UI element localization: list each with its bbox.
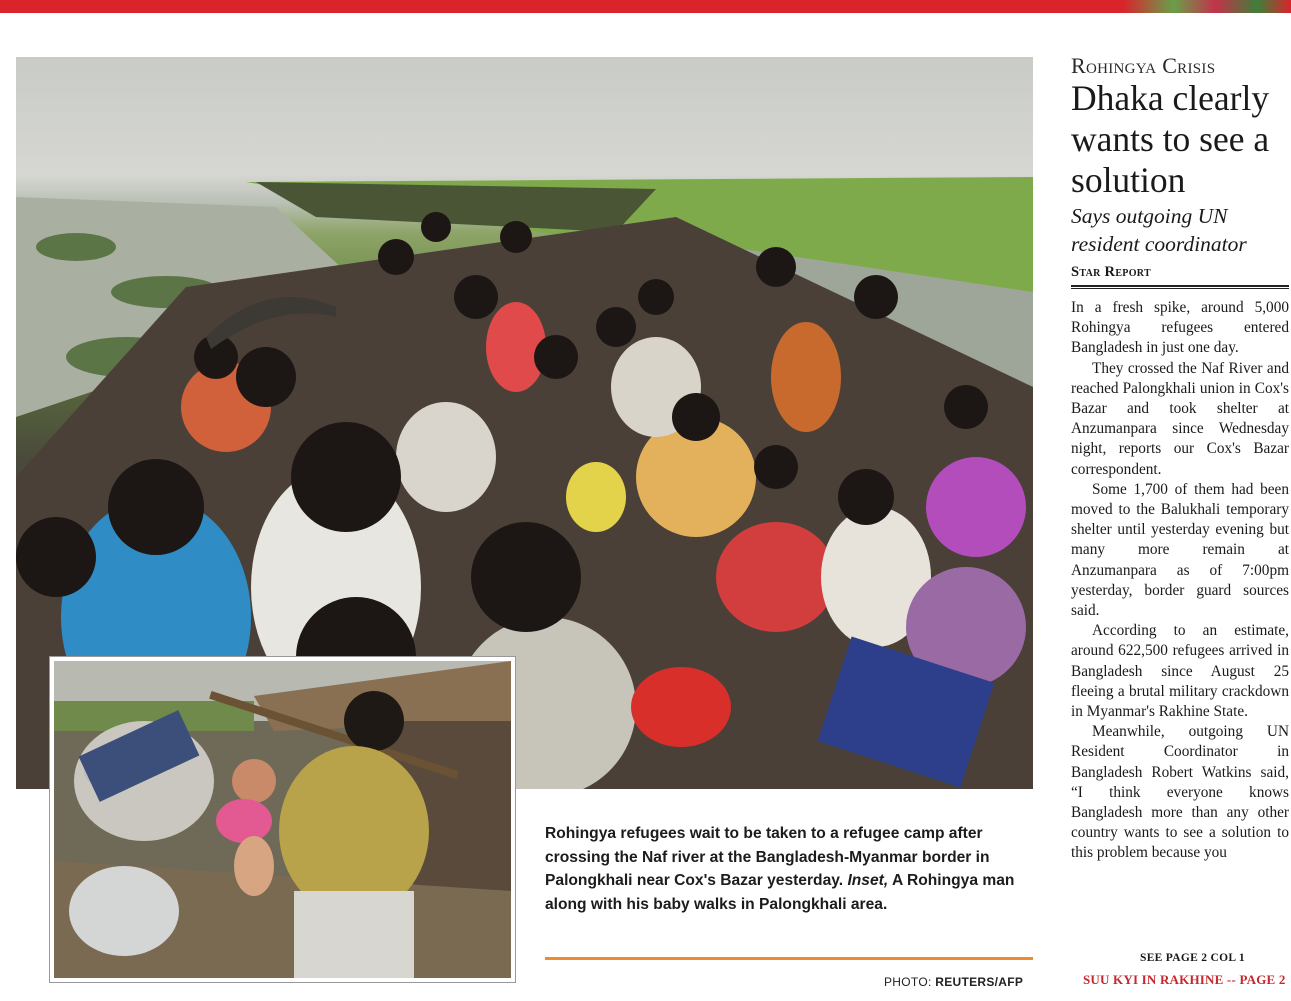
inset-photo-illustration <box>54 661 511 978</box>
related-story-teaser: SUU KYI IN RAKHINE -- PAGE 2 <box>1083 972 1286 987</box>
story-kicker: Rohingya Crisis <box>1071 53 1216 78</box>
caption-inset-text: A Rohingya man along with his baby walks in Palongkhali area. <box>545 872 1015 913</box>
story-jump-line: SEE PAGE 2 COL 1 <box>1140 952 1245 964</box>
top-color-bar <box>0 0 1291 13</box>
photo-caption <box>545 822 1035 916</box>
byline-divider <box>1071 285 1289 289</box>
caption-main-text: Rohingya refugees wait to be taken to a refugee camp after crossing the Naf river at the Bangladesh-Myanmar border in Palongkhali near Cox's Bazar yesterday. <box>545 825 990 889</box>
masthead-ornament <box>1123 0 1291 13</box>
story-paragraph: Meanwhile, outgoing UN Resident Coordinator in Bangladesh Robert Watkins said, “I think everyone knows Bangladesh more than any other country wants to see a solution to this problem because you <box>1071 723 1289 862</box>
story-headline: Dhaka clearly wants to see a solution <box>1071 78 1270 200</box>
photo-credit <box>884 975 1023 989</box>
story-body <box>1071 298 1289 864</box>
story-deck: Says outgoing UN resident coordinator <box>1071 204 1247 256</box>
caption-divider <box>545 957 1033 960</box>
story-paragraph: They crossed the Naf River and reached Palongkhali union in Cox's Bazar and took shelter at Anzumanpara since Wednesday night, reports our Cox's Bazar correspondent. <box>1071 359 1289 478</box>
photo-credit-label: PHOTO: <box>884 975 932 989</box>
caption-inset-label: Inset, <box>847 872 889 889</box>
story-paragraph: According to an estimate, around 622,500 refugees arrived in Bangladesh since August 25 fleeing a brutal military crackdown in Myanmar's Rakhine State. <box>1071 622 1289 721</box>
story-paragraph: In a fresh spike, around 5,000 Rohingya refugees entered Bangladesh in just one day. <box>1071 299 1289 357</box>
story-byline: Star Report <box>1071 264 1151 280</box>
inset-photo-man-with-baby <box>50 657 515 982</box>
story-paragraph: Some 1,700 of them had been moved to the Balukhali temporary shelter until yesterday evening but many more remain at Anzumanpara as of 7:00pm yesterday, border guard sources said. <box>1071 480 1289 620</box>
photo-credit-source: REUTERS/AFP <box>935 975 1024 989</box>
